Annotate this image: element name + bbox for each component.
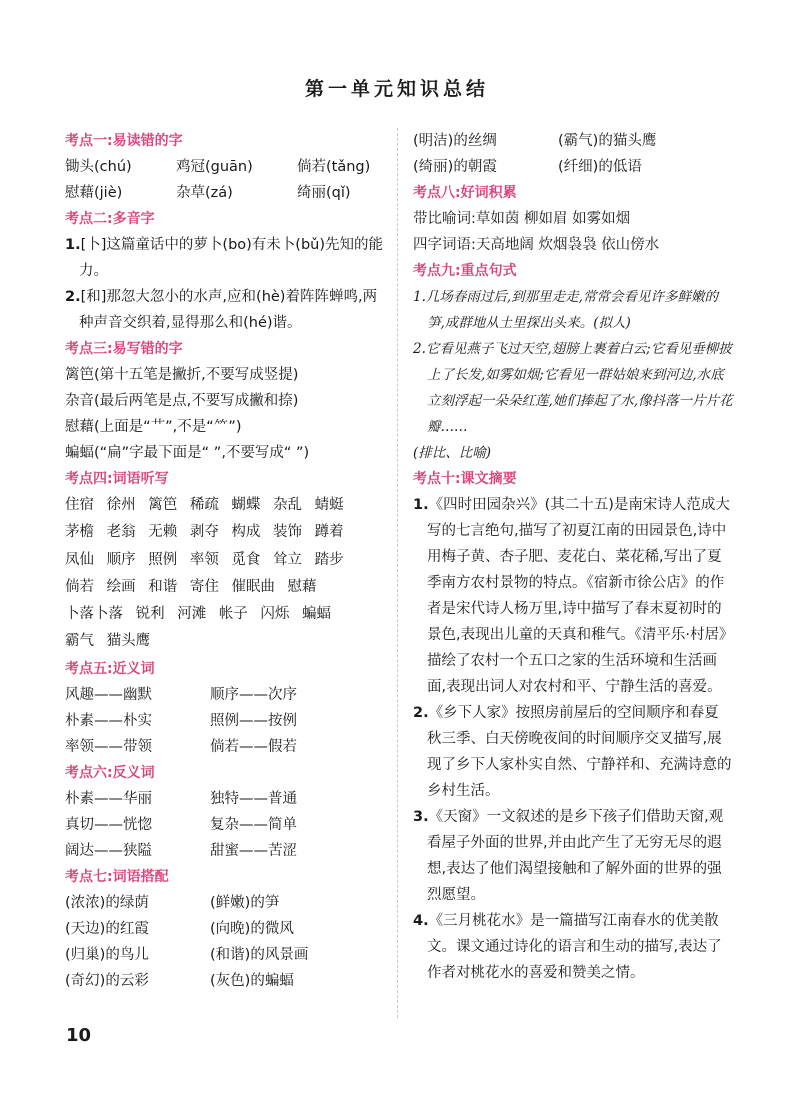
list-item: 2.它看见燕子飞过天空,翅膀上裹着白云;它看见垂柳披上了长发,如雾如烟;它看见一群姑娘来到河边,水底立刻浮起一朵朵红莲,她们捧起了水,像抖落一片片花瓣…… <box>413 341 733 435</box>
list-item: 四字词语:天高地阔 炊烟袅袅 依山傍水 <box>413 237 660 253</box>
list-item: 1.几场春雨过后,到那里走走,常常会看见许多鲜嫩的笋,成群地从土里探出头来。(拟人) <box>413 289 718 331</box>
list-item: 4.《三月桃花水》是一篇描写江南春水的优美散文。课文通过诗化的语言和生动的描写,表达了作者对桃花水的喜爱和赞美之情。 <box>413 913 722 981</box>
page-title: 第一单元知识总结 <box>304 78 489 100</box>
list-item: 倘若 绘画 和谐 寄住 催眠曲 慰藉 <box>65 578 317 595</box>
list-item: 3.《天窗》一文叙述的是乡下孩子们借助天窗,观看屋子外面的世界,并由此产生了无穷无尽的遐想,表达了他们渴望接触和了解外面的世界的强烈愿望。 <box>413 809 724 903</box>
list-item: 真切——恍惚 复杂——简单 <box>65 816 297 833</box>
list-item: 杂音(最后两笔是点,不要写成撇和捺) <box>65 393 299 409</box>
list-item: 风趣——幽默 顺序——次序 <box>65 686 297 703</box>
list-item: (归巢)的鸟儿 (和谐)的风景画 <box>65 946 309 963</box>
list-item: (浓浓)的绿荫 (鲜嫩)的笋 <box>65 894 280 911</box>
list-item: 朴素——朴实 照例——按例 <box>65 712 297 729</box>
list-item: 茅檐 老翁 无赖 剥夺 构成 装饰 蹲着 <box>65 524 344 541</box>
section-heading-1: 考点一:易读错的字 <box>65 133 183 149</box>
list-item: 锄头(chú) 鸡冠(guān) 倘若(tǎng) <box>65 159 371 175</box>
list-item: 2.[和]那忽大忽小的水声,应和(hè)着阵阵蝉鸣,两种声音交织着,显得那么和(hé)谐。 <box>65 289 378 331</box>
list-item: 凤仙 顺序 照例 率领 觅食 耸立 踏步 <box>65 551 344 568</box>
right-column <box>413 128 733 986</box>
section-heading-10: 考点十:课文摘要 <box>413 471 517 487</box>
list-item: 带比喻词:草如茵 柳如眉 如雾如烟 <box>413 211 631 227</box>
list-item: 1.[卜]这篇童话中的萝卜(bo)有未卜(bǔ)先知的能力。 <box>65 237 384 279</box>
list-item: (天边)的红霞 (向晚)的微风 <box>65 920 294 937</box>
list-item: 住宿 徐州 篱笆 稀疏 蝴蝶 杂乱 蜻蜓 <box>65 497 344 513</box>
list-item: 篱笆(第十五笔是撇折,不要写成竖提) <box>65 367 299 383</box>
page-number: 10 <box>66 1025 92 1046</box>
section-heading-8: 考点八:好词积累 <box>413 185 517 201</box>
list-item: 霸气 猫头鹰 <box>65 633 151 650</box>
list-item: (绮丽)的朝霞 (纤细)的低语 <box>413 159 642 175</box>
section-heading-3: 考点三:易写错的字 <box>65 341 183 357</box>
left-column <box>65 128 385 994</box>
list-item: 阔达——狭隘 甜蜜——苦涩 <box>65 842 297 859</box>
column-divider <box>397 128 398 1018</box>
list-item: 率领——带领 倘若——假若 <box>65 738 297 755</box>
list-item: 慰藉(上面是“艹”,不是“⺮”) <box>65 419 242 435</box>
section-heading-2: 考点二:多音字 <box>65 211 155 227</box>
list-item: 蝙蝠(“扁”字最下面是“ ”,不要写成“ ”) <box>65 445 310 461</box>
list-item: 2.《乡下人家》按照房前屋后的空间顺序和春夏秋三季、白天傍晚夜间的时间顺序交叉描写,展现了乡下人家朴实自然、宁静祥和、充满诗意的乡村生活。 <box>413 705 732 799</box>
list-item-note: (排比、比喻) <box>413 445 492 461</box>
list-item: 朴素——华丽 独特——普通 <box>65 790 297 807</box>
list-item: 慰藉(jiè) 杂草(zá) 绮丽(qǐ) <box>65 185 351 201</box>
section-heading-4: 考点四:词语听写 <box>65 471 169 487</box>
list-item: (明洁)的丝绸 (霸气)的猫头鹰 <box>413 133 657 149</box>
list-item: 1.《四时田园杂兴》(其二十五)是南宋诗人范成大写的七言绝句,描写了初夏江南的田园景色,诗中用梅子黄、杏子肥、麦花白、菜花稀,写出了夏季南方农村景物的特点。《宿新市徐公店》的作者是宋代诗人杨万里,诗中描写了春末夏初时的景色,表现出儿童的天真和稚气。《清平乐·村居》描绘了农村一个五口之家的生活环境和生活画面,表现出词人对农村和平、宁静生活的喜爱。 <box>413 497 730 695</box>
section-heading-9: 考点九:重点句式 <box>413 263 517 279</box>
section-heading-6: 考点六:反义词 <box>65 764 155 781</box>
section-heading-5: 考点五:近义词 <box>65 660 155 677</box>
list-item: 卜落卜落 锐利 河滩 帐子 闪烁 蝙蝠 <box>65 606 332 623</box>
list-item: (奇幻)的云彩 (灰色)的蝙蝠 <box>65 972 294 989</box>
section-heading-7: 考点七:词语搭配 <box>65 868 169 885</box>
